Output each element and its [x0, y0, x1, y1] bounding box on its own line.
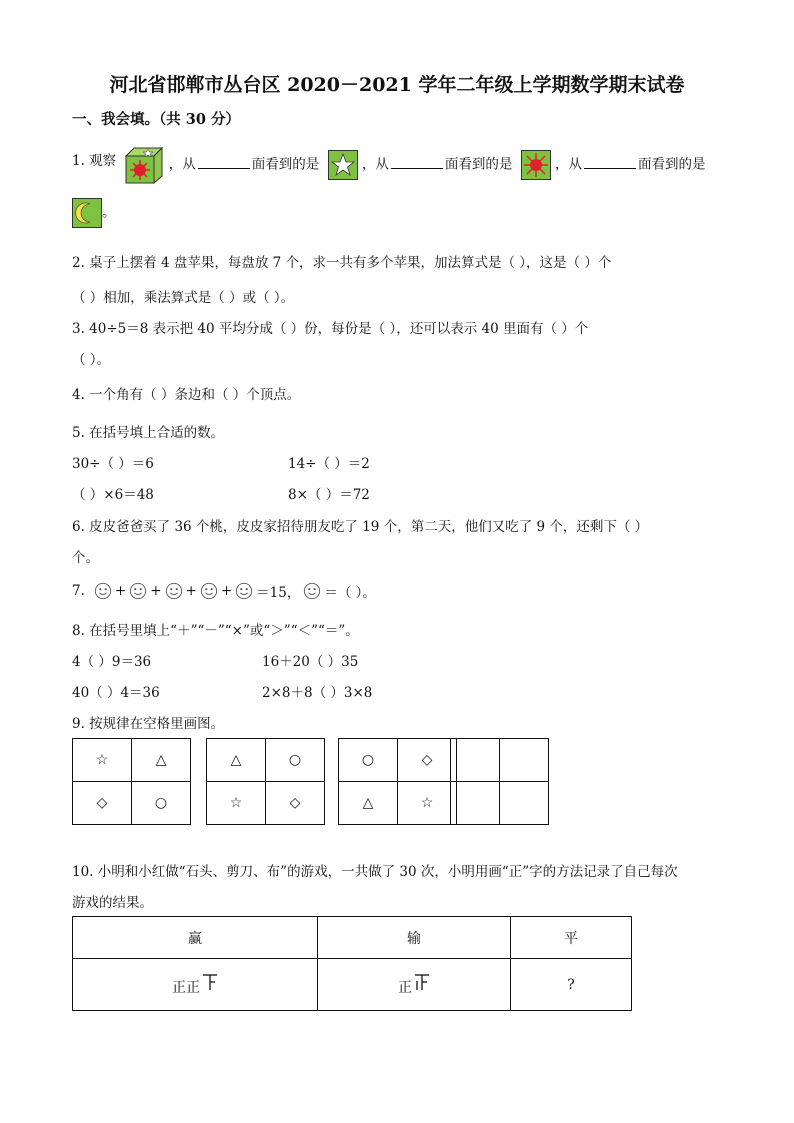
- answer-blank[interactable]: [198, 156, 250, 169]
- q1-see: 面看到的是: [251, 156, 320, 173]
- plus-sign: +: [150, 583, 162, 599]
- question-6-line-2: 个。: [72, 550, 99, 566]
- q1-comma: ，: [168, 156, 183, 173]
- question-2-line-1: 2. 桌子上摆着 4 盘苹果，每盘放 7 个，求一共有多个苹果，加法算式是（ ），这是（ ）个: [72, 255, 612, 271]
- grid-cell: ◇: [398, 739, 457, 782]
- plus-sign: +: [114, 583, 127, 599]
- q1-comma: ，: [361, 156, 376, 173]
- q1-from: 从: [375, 156, 389, 173]
- pattern-grid-1: [72, 738, 191, 825]
- question-3-line-2: （ ）。: [72, 352, 111, 368]
- tally-text: 正正: [172, 979, 200, 996]
- q7-lead: 7.: [72, 583, 85, 599]
- tally-text: 正: [398, 979, 412, 996]
- moon-tile-icon: [72, 198, 102, 228]
- question-1-cont: [72, 198, 116, 228]
- pattern-grid-answer[interactable]: [450, 738, 549, 825]
- cell-win: [73, 959, 318, 1011]
- question-6-line-1: 6. 皮皮爸爸买了 36 个桃，皮皮家招待朋友吃了 19 个，第二天，他们又吃了 9 个，还剩下（ ）: [72, 519, 649, 535]
- star-tile-icon: [328, 150, 358, 180]
- smiley-icon: [200, 582, 218, 600]
- grid-cell: ○: [132, 782, 191, 825]
- smiley-icon: [94, 582, 112, 600]
- header-win: 赢: [73, 917, 318, 959]
- q1-comma: ，: [554, 156, 569, 173]
- q8-item-b: 16＋20（ ）35: [262, 654, 359, 670]
- tally-lose: [398, 973, 430, 997]
- q5-item-b: 14÷（ ）＝2: [288, 456, 370, 472]
- q7-eq15: ＝15，: [256, 585, 301, 601]
- smiley-icon: [129, 582, 147, 600]
- sun-tile-icon: [521, 150, 551, 180]
- question-4: 4. 一个角有（ ）条边和（ ）个顶点。: [72, 387, 301, 403]
- question-8-lead: 8. 在括号里填上“＋”“－”“×”或“＞”“＜”“＝”。: [72, 623, 359, 639]
- q1-from: 从: [568, 156, 582, 173]
- question-9-lead: 9. 按规律在空格里画图。: [72, 716, 225, 732]
- smiley-icon: [235, 582, 253, 600]
- q1-see: 面看到的是: [637, 156, 706, 173]
- grid-cell: ☆: [207, 782, 266, 825]
- answer-blank[interactable]: [391, 156, 443, 169]
- smiley-icon: [165, 582, 183, 600]
- answer-cell[interactable]: [451, 739, 500, 782]
- grid-cell: △: [132, 739, 191, 782]
- answer-cell[interactable]: [500, 739, 549, 782]
- plus-sign: +: [185, 583, 197, 599]
- grid-cell: △: [207, 739, 266, 782]
- answer-blank[interactable]: [584, 156, 636, 169]
- q1-from: 从: [182, 156, 196, 173]
- grid-cell: ☆: [73, 739, 132, 782]
- q1-end: 。: [102, 204, 116, 221]
- grid-cell: ◇: [266, 782, 325, 825]
- partial-tally-icon: [414, 973, 430, 991]
- q5-item-a: 30÷（ ）＝6: [72, 456, 154, 472]
- header-lose: 输: [318, 917, 511, 959]
- grid-cell: ○: [266, 739, 325, 782]
- q8-item-c: 40（ ）4＝36: [72, 685, 160, 701]
- answer-cell[interactable]: [500, 782, 549, 825]
- q8-item-d: 2×8＋8（ ）3×8: [262, 685, 373, 701]
- question-7: [72, 581, 376, 601]
- question-2-line-2: （ ）相加，乘法算式是（ ）或（ ）。: [72, 290, 295, 306]
- result-table: [72, 916, 632, 1011]
- question-5-lead: 5. 在括号填上合适的数。: [72, 425, 225, 441]
- question-3-line-1: 3. 40÷5＝8 表示把 40 平均分成（ ）份，每份是（ ），还可以表示 40 里面有（ ）个: [72, 321, 589, 337]
- q5-item-d: 8×（ ）＝72: [288, 487, 370, 503]
- question-10-line-1: 10. 小明和小红做“石头、剪刀、布”的游戏，一共做了 30 次，小明用画“正”字的方法记录了自己每次: [72, 864, 678, 880]
- partial-tally-icon: [202, 973, 218, 991]
- grid-cell: ◇: [73, 782, 132, 825]
- smiley-icon: [303, 582, 321, 600]
- question-10-line-2: 游戏的结果。: [72, 895, 153, 911]
- pattern-grid-2: [206, 738, 325, 825]
- grid-cell: ☆: [398, 782, 457, 825]
- grid-cell: ○: [339, 739, 398, 782]
- q5-item-c: （ ）×6＝48: [72, 487, 154, 503]
- cell-lose: [318, 959, 511, 1011]
- grid-cell: △: [339, 782, 398, 825]
- q1-lead: 1. 观察: [72, 152, 117, 169]
- q1-see: 面看到的是: [444, 156, 513, 173]
- answer-cell[interactable]: [451, 782, 500, 825]
- section-heading: 一、我会填。（共 30 分）: [72, 111, 241, 128]
- header-tie: 平: [511, 917, 632, 959]
- q7-eq: ＝（ ）。: [324, 585, 376, 601]
- page-title: 河北省邯郸市丛台区 2020－2021 学年二年级上学期数学期末试卷: [109, 74, 685, 96]
- cube-icon: [124, 146, 164, 184]
- question-1: [72, 146, 705, 184]
- pattern-grid-3: [338, 738, 457, 825]
- plus-sign: +: [220, 583, 233, 599]
- cell-tie: ?: [511, 959, 632, 1011]
- tally-win: [172, 973, 218, 997]
- q8-item-a: 4（ ）9＝36: [72, 654, 152, 670]
